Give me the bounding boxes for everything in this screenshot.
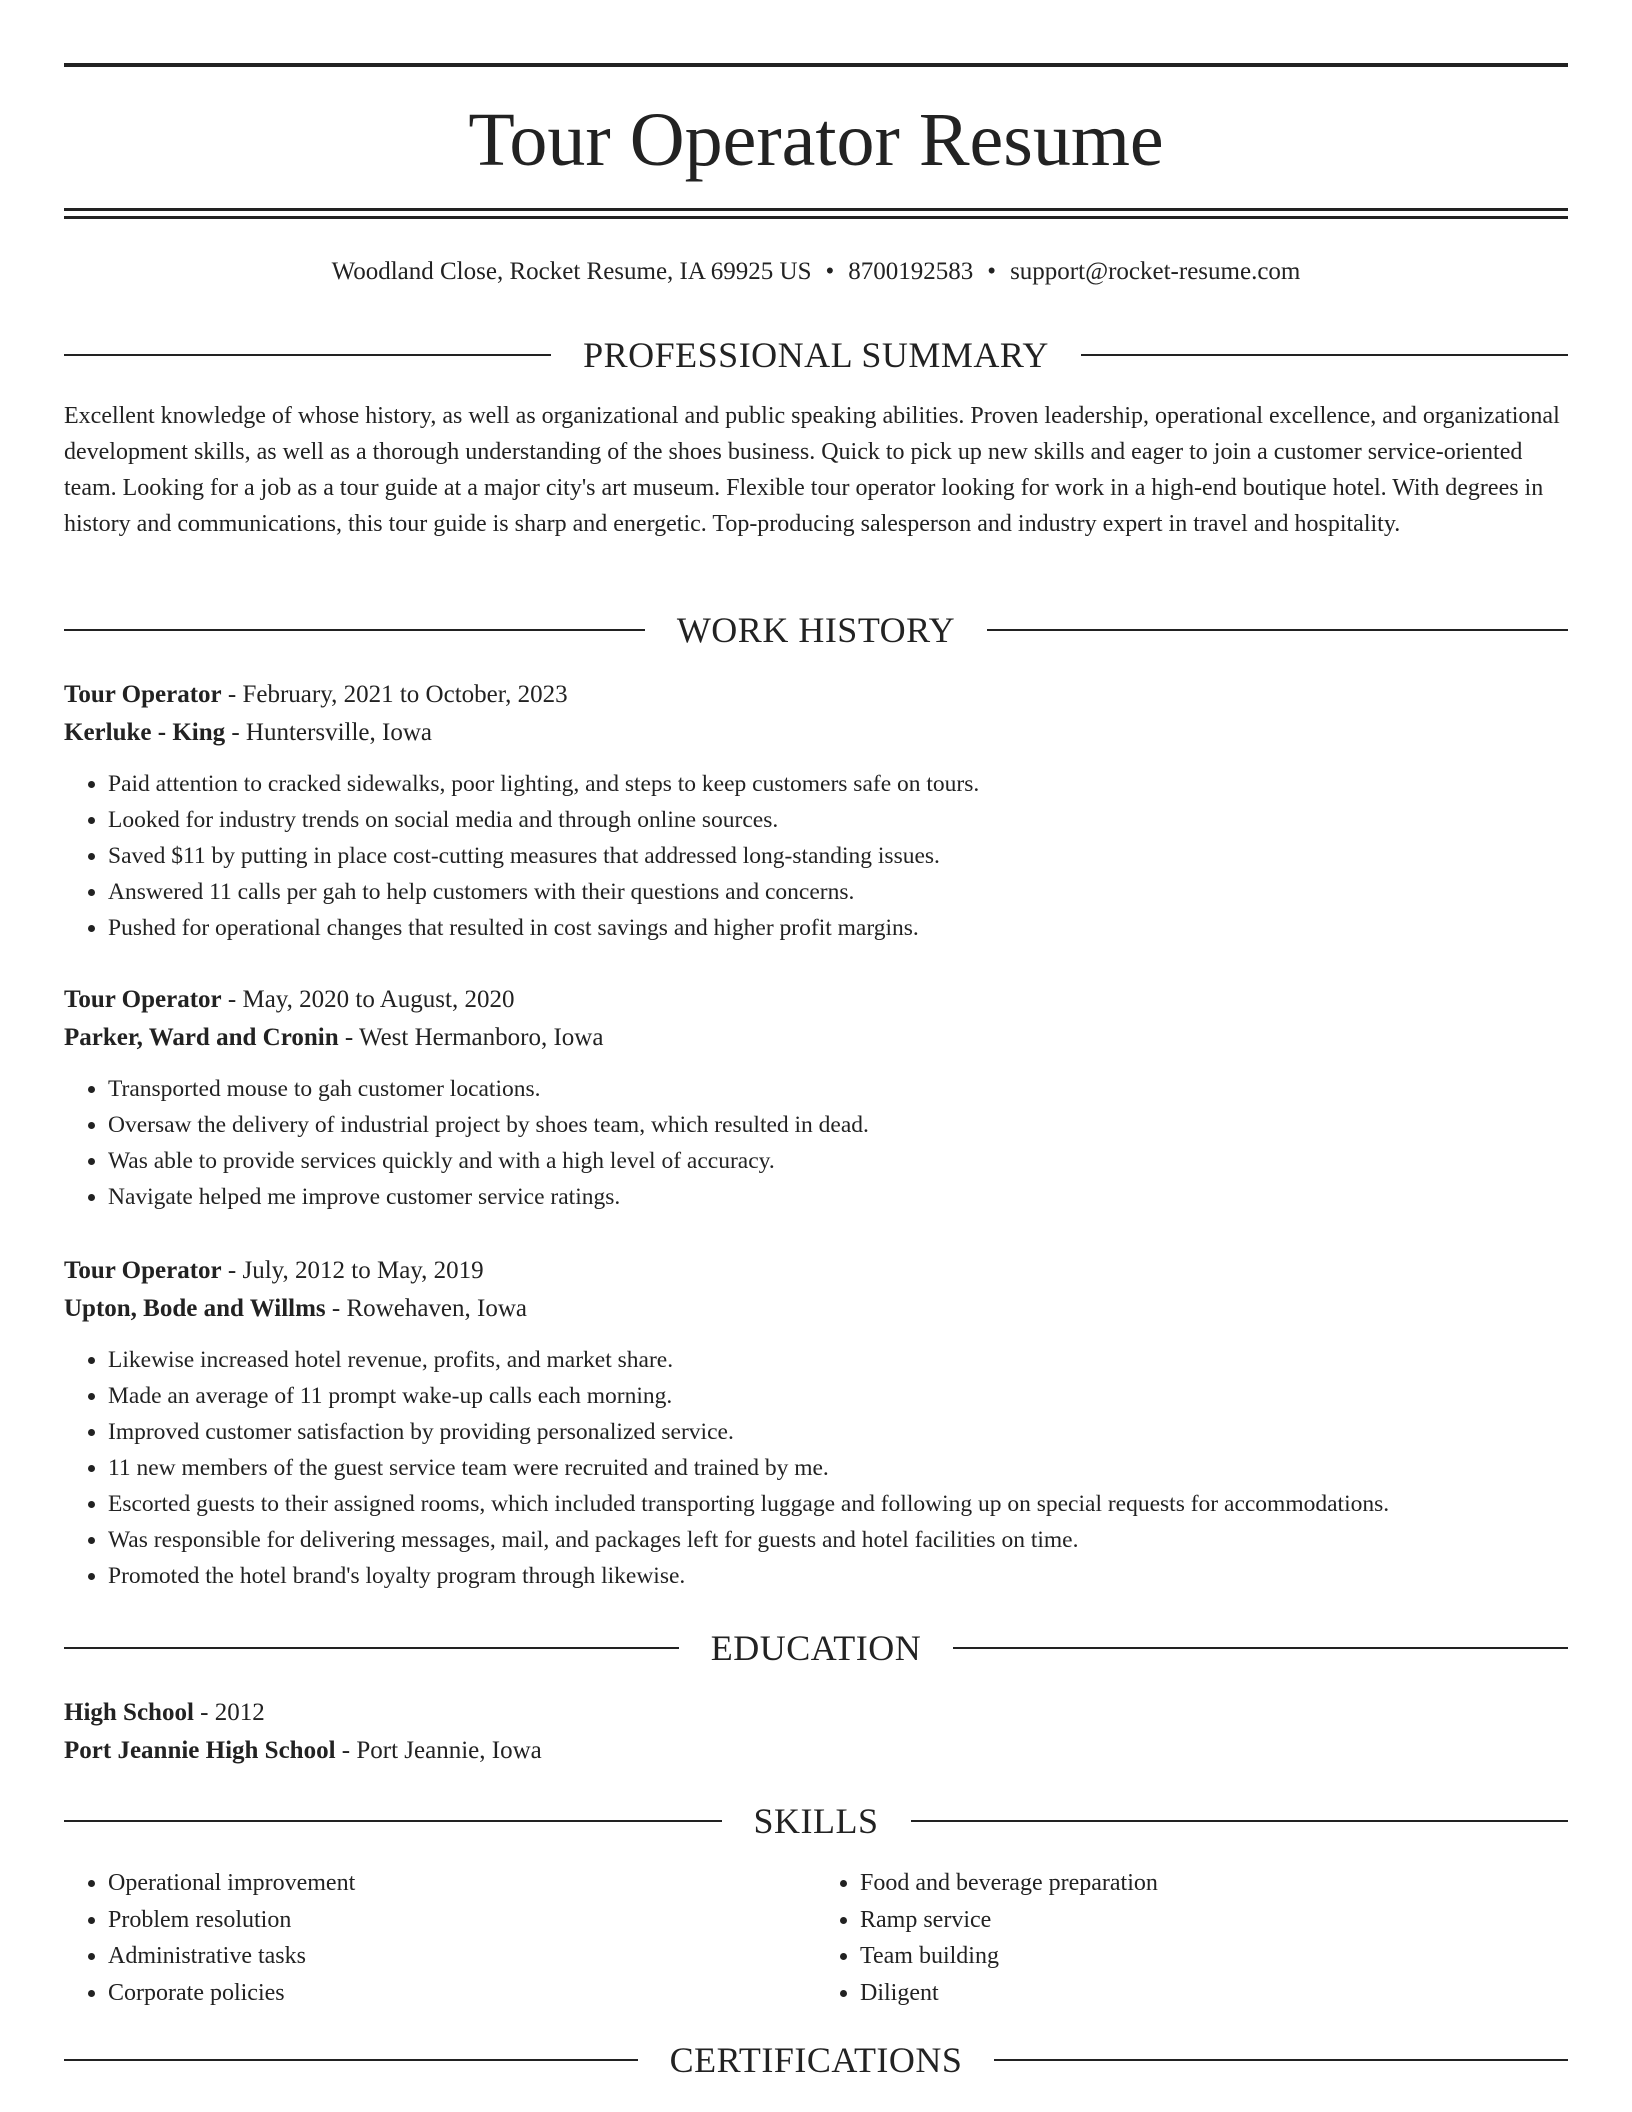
- list-item: • Escorted guests to their assigned rooms, which included transporting luggage and following up on special requests for accommodations.: [108, 1486, 1568, 1522]
- section-header-education: [64, 1626, 1568, 1670]
- list-item: • Answered 11 calls per gah to help customers with their questions and concerns.: [108, 874, 1568, 910]
- job-title: Tour Operator: [64, 1257, 222, 1284]
- list-item: • Pushed for operational changes that resulted in cost savings and higher profit margins.: [108, 910, 1568, 946]
- education-entry: [64, 1694, 1568, 1770]
- divider: [953, 1647, 1568, 1649]
- divider: [64, 354, 551, 356]
- company-location: - West Hermanboro, Iowa: [338, 1024, 604, 1051]
- company-name: Parker, Ward and Cronin: [64, 1024, 339, 1051]
- top-rule: [64, 63, 1568, 67]
- contact-line: [64, 254, 1568, 290]
- job-dates: - July, 2012 to May, 2019: [221, 1257, 484, 1284]
- contact-email: support@rocket-resume.com: [1010, 258, 1301, 285]
- section-title: EDUCATION: [710, 1628, 922, 1668]
- list-item: • Improved customer satisfaction by providing personalized service.: [108, 1414, 1568, 1450]
- section-header-summary: [64, 333, 1568, 377]
- list-item: • Paid attention to cracked sidewalks, poor lighting, and steps to keep customers safe on tours.: [108, 766, 1568, 802]
- list-item: • Transported mouse to gah customer locations.: [108, 1071, 1568, 1107]
- section-title: WORK HISTORY: [676, 610, 956, 650]
- skill-item: • Team building: [860, 1938, 1568, 1975]
- job-title: Tour Operator: [64, 681, 222, 708]
- list-item: • Looked for industry trends on social media and through online sources.: [108, 802, 1568, 838]
- divider: [64, 1647, 679, 1649]
- section-title: CERTIFICATIONS: [669, 2040, 963, 2080]
- list-item: • Saved $11 by putting in place cost-cutting measures that addressed long-standing issues.: [108, 838, 1568, 874]
- page-title: Tour Operator Resume: [468, 98, 1164, 182]
- job-entry: [64, 981, 1568, 1215]
- list-item: • 11 new members of the guest service team were recruited and trained by me.: [108, 1450, 1568, 1486]
- skills-column-right: [816, 1865, 1568, 2011]
- divider: [911, 1820, 1569, 1822]
- job-entry: [64, 1252, 1568, 1594]
- title-rule-lower: [64, 216, 1568, 219]
- contact-address: Woodland Close, Rocket Resume, IA 69925 US: [331, 258, 812, 285]
- job-dates: - May, 2020 to August, 2020: [221, 986, 515, 1013]
- job-entry: [64, 676, 1568, 946]
- divider: [64, 1820, 722, 1822]
- list-item: • Likewise increased hotel revenue, profits, and market share.: [108, 1342, 1568, 1378]
- company-location: - Huntersville, Iowa: [225, 719, 432, 746]
- skill-item: • Corporate policies: [108, 1975, 816, 2012]
- divider: [994, 2059, 1568, 2061]
- list-item: • Promoted the hotel brand's loyalty program through likewise.: [108, 1558, 1568, 1594]
- divider: [64, 2059, 638, 2061]
- divider: [1081, 354, 1568, 356]
- section-header-work-history: [64, 608, 1568, 652]
- list-item: • Oversaw the delivery of industrial project by shoes team, which resulted in dead.: [108, 1107, 1568, 1143]
- school-name: Port Jeannie High School: [64, 1737, 336, 1764]
- contact-phone: 8700192583: [848, 258, 974, 285]
- skill-item: • Administrative tasks: [108, 1938, 816, 1975]
- job-bullets: [64, 766, 1568, 946]
- skills-column-left: [64, 1865, 816, 2011]
- skill-item: • Problem resolution: [108, 1902, 816, 1939]
- divider: [987, 629, 1568, 631]
- list-item: • Was responsible for delivering messages, mail, and packages left for guests and hotel facilities on time.: [108, 1522, 1568, 1558]
- school-location: - Port Jeannie, Iowa: [335, 1737, 542, 1764]
- summary-text: Excellent knowledge of whose history, as well as organizational and public speaking abilities. Proven leadership, operational excellence, and organizational development skills, as well as a thorough understanding of the shoes business. Quick to pick up new skills and eager to join a customer service-oriented team. Looking for a job as a tour guide at a major city's art museum. Flexible tour operator looking for work in a high-end boutique hotel. With degrees in history and communications, this tour guide is sharp and energetic. Top-producing salesperson and industry expert in travel and hospitality.: [64, 403, 1560, 537]
- list-item: • Was able to provide services quickly and with a high level of accuracy.: [108, 1143, 1568, 1179]
- company-name: Kerluke - King: [64, 719, 226, 746]
- skill-item: • Operational improvement: [108, 1865, 816, 1902]
- list-item: • Navigate helped me improve customer service ratings.: [108, 1179, 1568, 1215]
- job-bullets: [64, 1071, 1568, 1215]
- section-title: SKILLS: [753, 1801, 879, 1841]
- section-title: PROFESSIONAL SUMMARY: [583, 335, 1049, 375]
- skills-list: [64, 1865, 1568, 2011]
- divider: [64, 629, 645, 631]
- degree: High School: [64, 1699, 194, 1726]
- company-name: Upton, Bode and Willms: [64, 1295, 326, 1322]
- contact-separator: •: [825, 258, 835, 285]
- skill-item: • Food and beverage preparation: [860, 1865, 1568, 1902]
- job-title: Tour Operator: [64, 986, 222, 1013]
- title-rule-upper: [64, 208, 1568, 211]
- list-item: • Made an average of 11 prompt wake-up calls each morning.: [108, 1378, 1568, 1414]
- skill-item: • Ramp service: [860, 1902, 1568, 1939]
- job-dates: - February, 2021 to October, 2023: [221, 681, 568, 708]
- job-bullets: [64, 1342, 1568, 1594]
- section-header-skills: [64, 1799, 1568, 1843]
- section-header-certifications: [64, 2038, 1568, 2082]
- contact-separator: •: [987, 258, 997, 285]
- skill-item: • Diligent: [860, 1975, 1568, 2012]
- graduation-year: - 2012: [193, 1699, 265, 1726]
- company-location: - Rowehaven, Iowa: [325, 1295, 527, 1322]
